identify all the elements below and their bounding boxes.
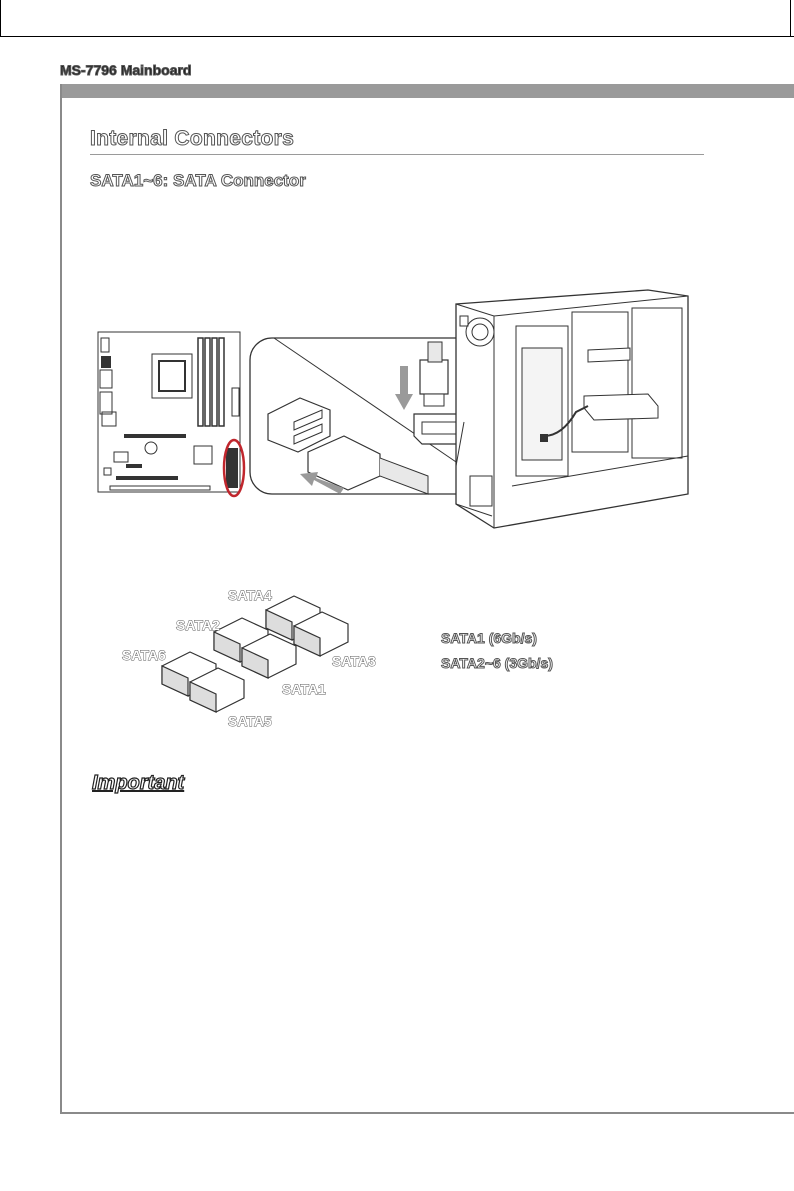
spec-sata1: SATA1 (6Gb/s) xyxy=(441,630,537,646)
sata-connector-cluster xyxy=(116,582,396,732)
label-sata4: SATA4 xyxy=(228,587,272,603)
spec-sata2-6: SATA2~6 (3Gb/s) xyxy=(441,655,553,671)
crop-mark-top xyxy=(0,0,1,36)
important-notice-title: Important xyxy=(92,772,185,794)
label-sata5: SATA5 xyxy=(228,713,272,729)
header-bar xyxy=(60,84,794,98)
page-frame-bottom xyxy=(60,1112,794,1114)
page-header-model: MS-7796 Mainboard xyxy=(60,62,192,78)
subsection-title: SATA1~6: SATA Connector xyxy=(90,171,306,190)
label-sata2: SATA2 xyxy=(176,617,220,633)
sata-spec-list xyxy=(441,630,553,680)
crop-mark-horizontal xyxy=(0,36,794,37)
label-sata3: SATA3 xyxy=(332,653,376,669)
motherboard-diagram xyxy=(96,328,248,500)
pc-case-diagram xyxy=(452,286,702,544)
section-title: Internal Connectors xyxy=(90,127,295,150)
section-divider xyxy=(90,154,704,155)
page-frame-left xyxy=(60,84,62,1114)
crop-mark-top-right xyxy=(790,0,791,36)
label-sata6: SATA6 xyxy=(122,647,166,663)
label-sata1: SATA1 xyxy=(282,681,326,697)
